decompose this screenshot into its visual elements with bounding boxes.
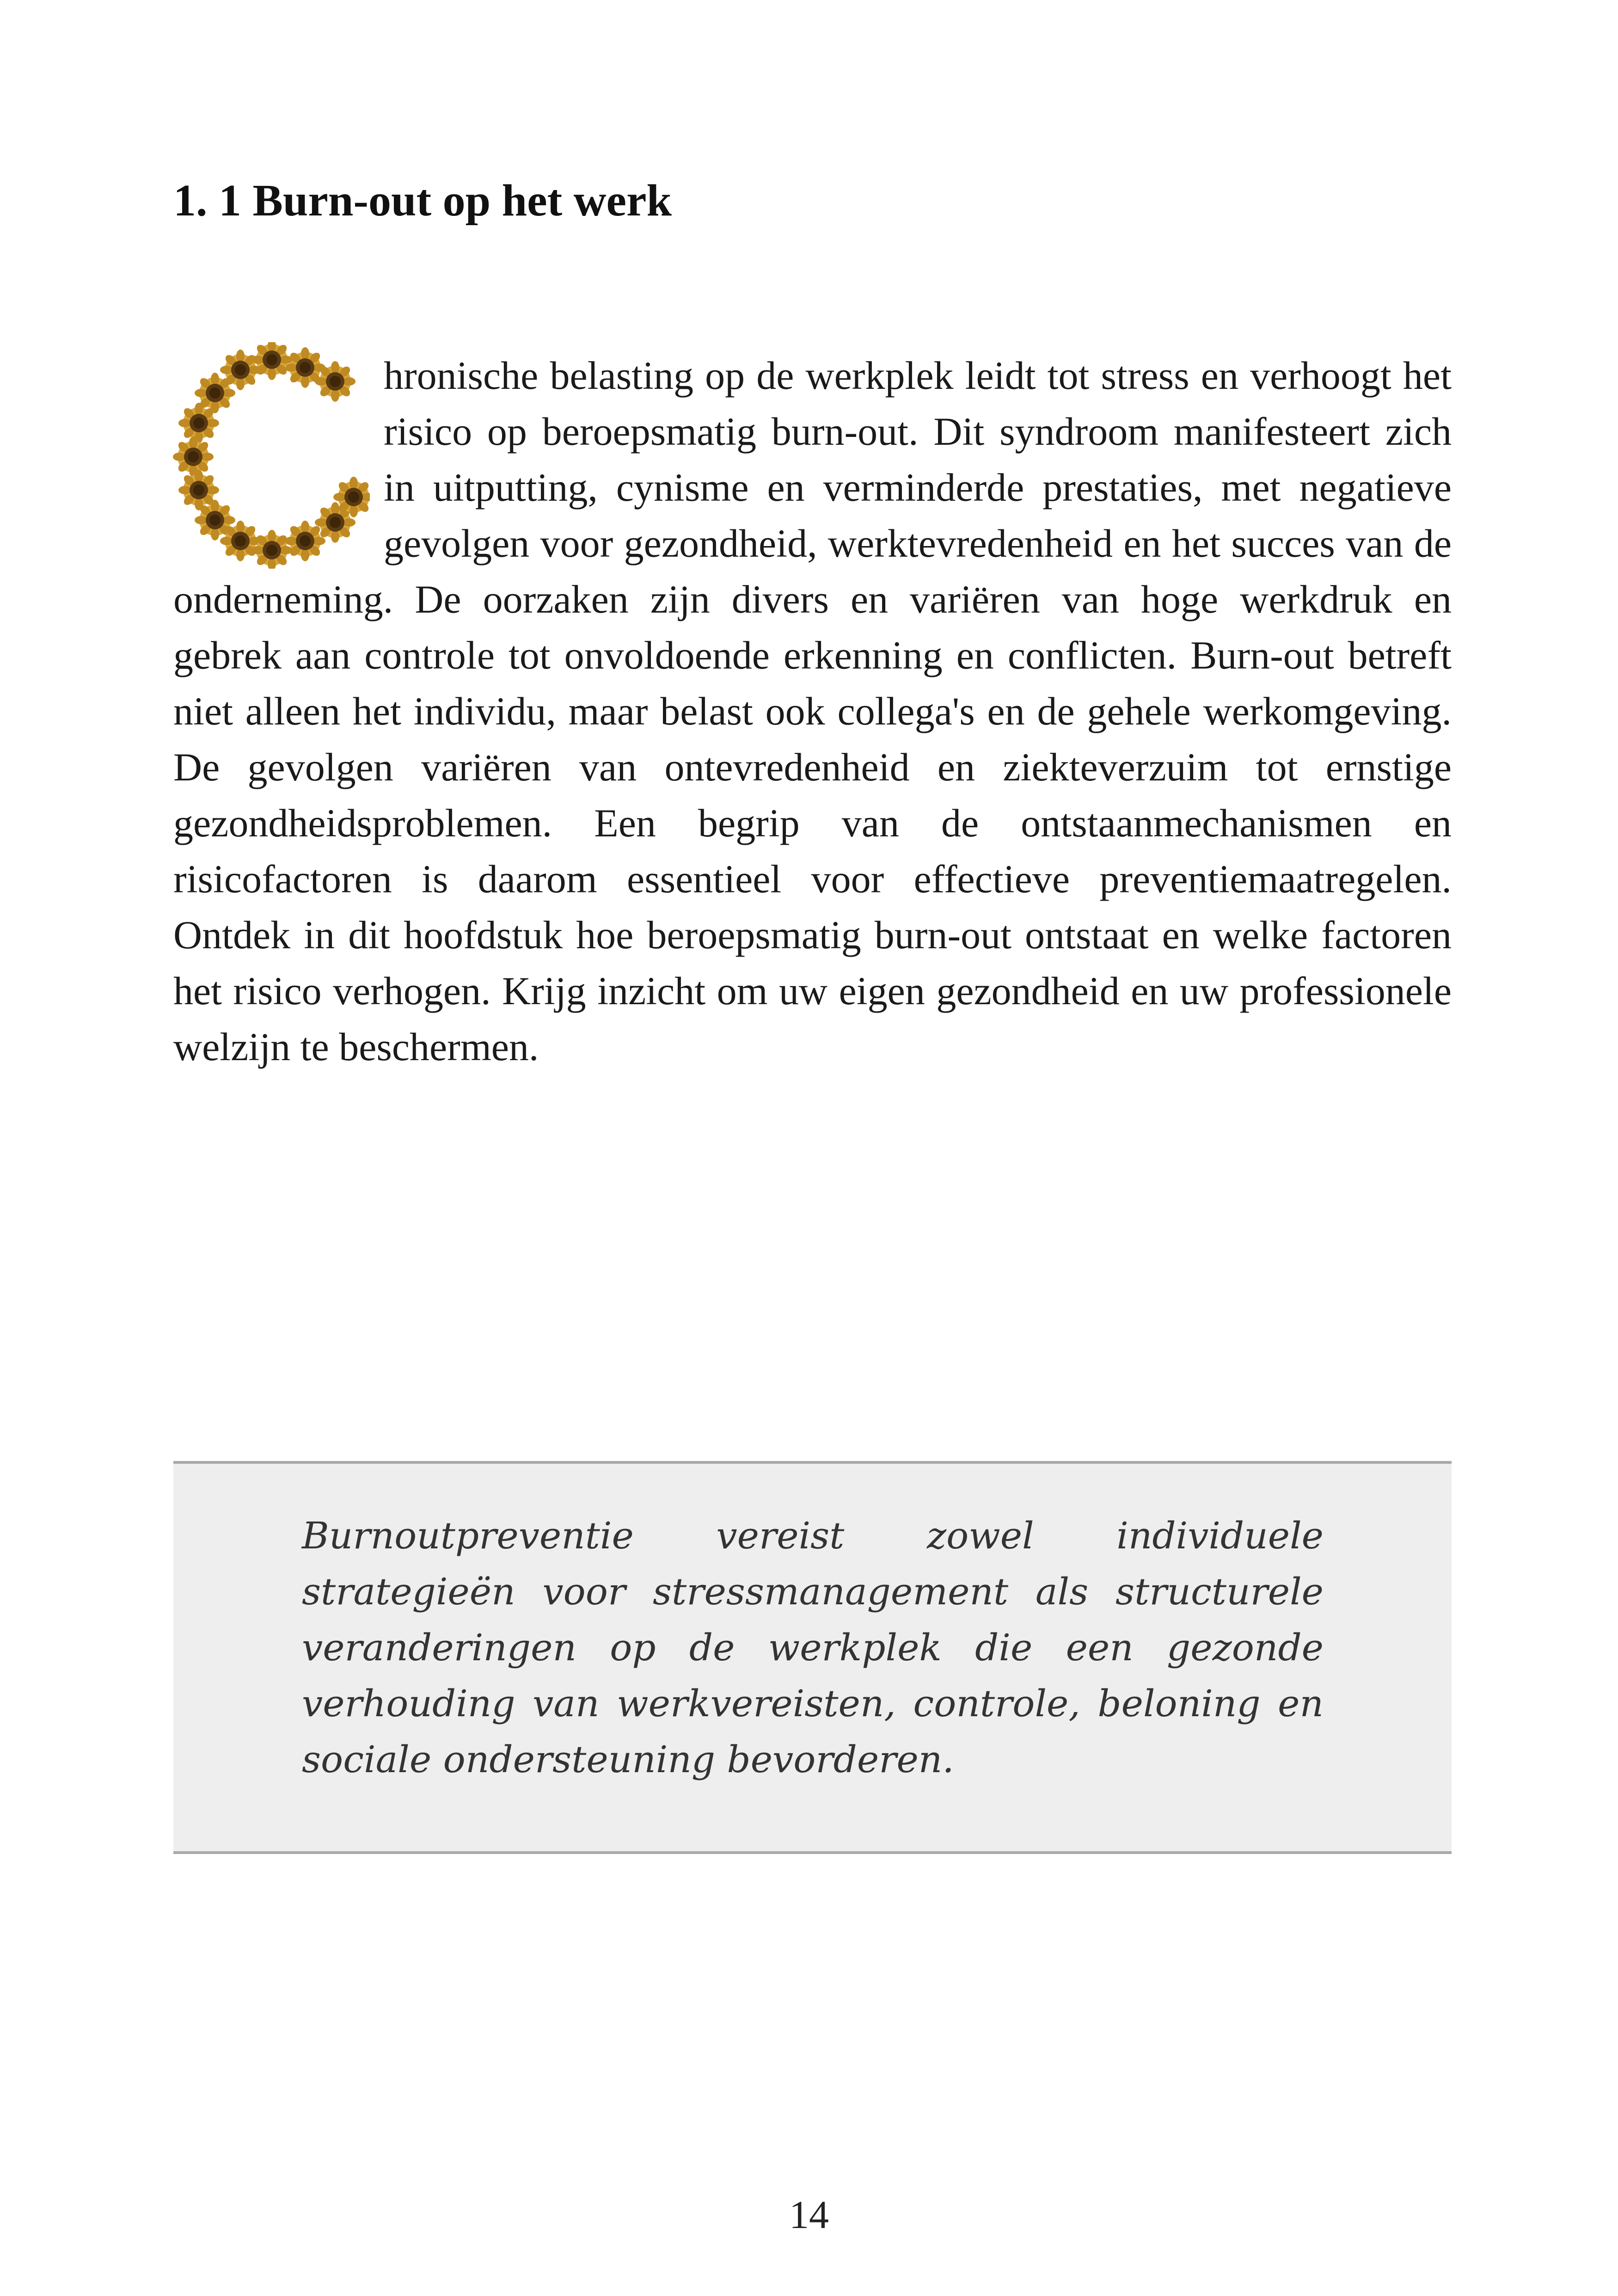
body-paragraph bbox=[173, 348, 1452, 1075]
chapter-heading: 1. 1 Burn-out op het werk bbox=[173, 176, 672, 226]
body-text: hronische belasting op de werkplek leidt tot stress en verhoogt het risico op beroepsmatig burn-out. Dit syndroom manifesteert zich in uitputting, cynisme en verminderde prestaties, met negatieve gevolgen voor gezondheid, werktevredenheid en het succes van de onderneming. De oorzaken zijn divers en variëren van hoge werkdruk en gebrek aan controle tot onvoldoende erkenning en conflicten. Burn-out betreft niet alleen het individu, maar belast ook collega's en de gehele werkomgeving. De gevolgen variëren van ontevredenheid en ziekteverzuim tot ernstige gezondheidsproblemen. Een begrip van de ontstaanmechanismen en risicofactoren is daarom essentieel voor effectieve preventiemaatregelen. Ontdek in dit hoofdstuk hoe beroepsmatig burn-out ontstaat en welke factoren het risico verhogen. Krijg inzicht om uw eigen gezondheid en uw professionele welzijn te beschermen. bbox=[173, 353, 1452, 1069]
pull-quote-box bbox=[173, 1461, 1452, 1854]
pull-quote-text: Burnoutpreventie vereist zowel individuele strategieën voor stressmanagement als structurele veranderingen op de werkplek die een gezonde verhouding van werkvereisten, controle, beloning en sociale ondersteuning bevorderen. bbox=[302, 1514, 1324, 1781]
dropcap-spacer bbox=[173, 348, 384, 571]
page-number: 14 bbox=[789, 2192, 829, 2237]
